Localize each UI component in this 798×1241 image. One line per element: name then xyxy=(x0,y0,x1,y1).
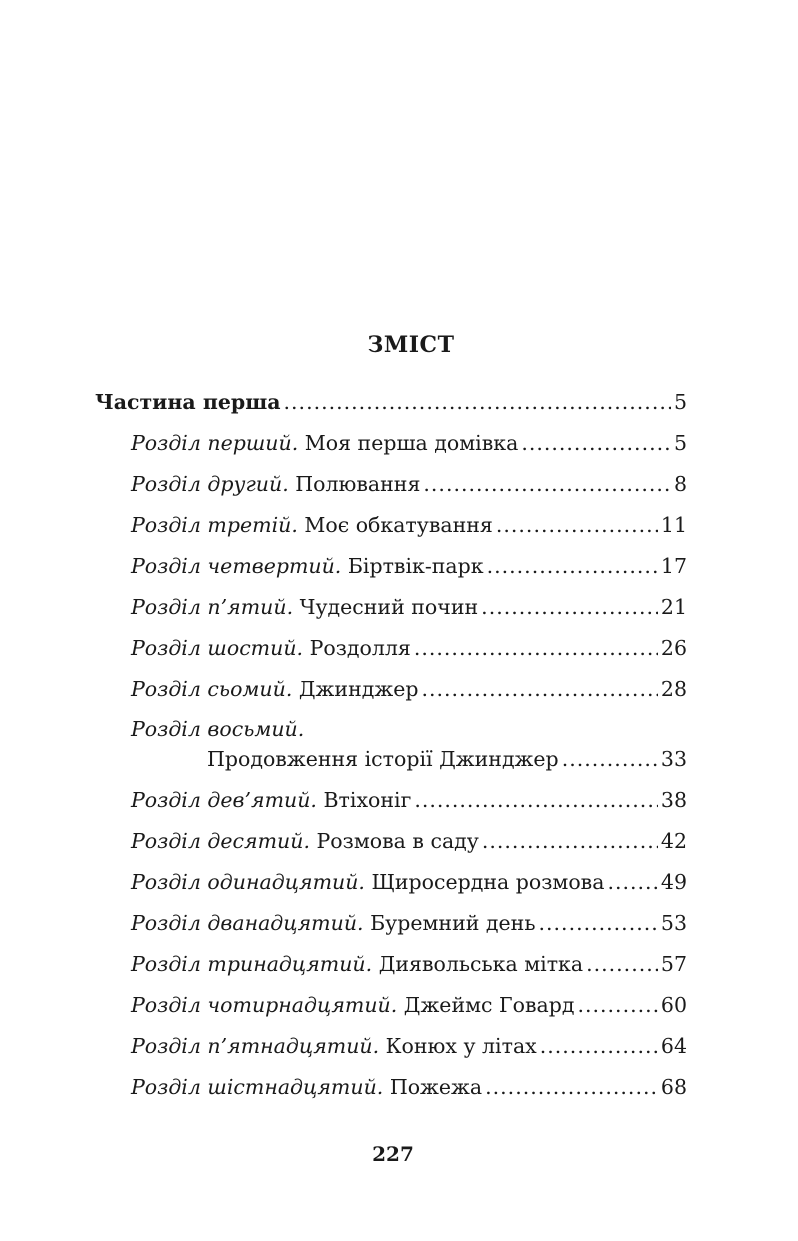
chapter-prefix: Розділ перший. xyxy=(131,431,299,455)
dot-leader xyxy=(607,868,657,896)
dot-leader xyxy=(496,511,658,539)
chapter-prefix: Розділ третій. xyxy=(131,513,298,537)
toc-chapter-entry[interactable] xyxy=(131,991,687,1019)
dot-leader xyxy=(481,593,658,621)
dot-leader xyxy=(539,909,658,937)
toc-chapter-entry[interactable] xyxy=(131,1073,687,1101)
page-number: 5 xyxy=(673,390,687,414)
chapter-title: Конюх у літах xyxy=(385,1034,537,1058)
chapter-prefix: Розділ четвертий. xyxy=(131,554,342,578)
page-number: 68 xyxy=(660,1075,687,1099)
dot-leader xyxy=(521,429,671,457)
page-number: 21 xyxy=(660,595,687,619)
dot-leader xyxy=(423,470,671,498)
toc-chapter-entry[interactable] xyxy=(131,909,687,937)
dot-leader xyxy=(414,634,658,662)
dot-leader xyxy=(421,675,657,703)
toc-chapter-entry[interactable] xyxy=(131,429,687,457)
dot-leader xyxy=(586,950,658,978)
page-number: 28 xyxy=(660,677,687,701)
page-number: 64 xyxy=(660,1034,687,1058)
dot-leader xyxy=(562,745,658,773)
chapter-title: Розмова в саду xyxy=(316,829,479,853)
chapter-title: Моя перша домівка xyxy=(304,431,519,455)
toc-part-entry[interactable] xyxy=(95,388,687,416)
chapter-prefix: Розділ чотирнадцятий. xyxy=(131,993,398,1017)
dot-leader xyxy=(414,786,658,814)
toc-chapter-entry[interactable] xyxy=(131,593,687,621)
chapter-title: Моє обкатування xyxy=(304,513,493,537)
part-title: Частина перша xyxy=(95,390,281,414)
toc-chapter-entry[interactable] xyxy=(131,552,687,580)
chapter-prefix: Розділ сьомий. xyxy=(131,677,293,701)
toc-chapter-entry[interactable] xyxy=(131,1032,687,1060)
chapter-prefix: Розділ десятий. xyxy=(131,829,310,853)
chapter-title: Чудесний почин xyxy=(299,595,479,619)
page-number: 53 xyxy=(660,911,687,935)
toc-chapter-entry[interactable] xyxy=(131,950,687,978)
dot-leader xyxy=(487,552,658,580)
dot-leader xyxy=(482,827,658,855)
page-number: 38 xyxy=(660,788,687,812)
chapter-prefix: Розділ шістнадцятий. xyxy=(131,1075,384,1099)
chapter-title: Буремний день xyxy=(370,911,536,935)
chapter-title: Щиросердна розмова xyxy=(371,870,605,894)
toc-chapter-entry[interactable] xyxy=(207,745,687,773)
page-number: 8 xyxy=(673,472,687,496)
page-number: 49 xyxy=(660,870,687,894)
chapter-prefix: Розділ шостий. xyxy=(131,636,304,660)
page-number: 26 xyxy=(660,636,687,660)
page-folio-number: 227 xyxy=(372,1142,414,1166)
chapter-prefix: Розділ дванадцятий. xyxy=(131,911,364,935)
toc-chapter-entry[interactable] xyxy=(131,868,687,896)
page-number: 60 xyxy=(660,993,687,1017)
chapter-prefix: Розділ п’ятнадцятий. xyxy=(131,1034,380,1058)
chapter-title: Втіхоніг xyxy=(323,788,412,812)
chapter-title: Диявольська мітка xyxy=(378,952,584,976)
chapter-title: Полювання xyxy=(295,472,421,496)
chapter-prefix: Розділ восьмий. xyxy=(131,717,305,741)
toc-chapter-entry[interactable] xyxy=(131,786,687,814)
chapter-title: Роздолля xyxy=(309,636,411,660)
page-number: 42 xyxy=(660,829,687,853)
dot-leader xyxy=(485,1073,658,1101)
page-number: 33 xyxy=(660,747,687,771)
chapter-prefix: Розділ дев’ятий. xyxy=(131,788,317,812)
toc-chapter-entry[interactable] xyxy=(131,634,687,662)
dot-leader xyxy=(577,991,657,1019)
page-number: 5 xyxy=(673,431,687,455)
toc-chapter-entry[interactable] xyxy=(131,511,687,539)
chapter-prefix: Розділ тринадцятий. xyxy=(131,952,373,976)
chapter-title: Пожежа xyxy=(389,1075,483,1099)
page-number: 57 xyxy=(660,952,687,976)
chapter-title: Продовження історії Джинджер xyxy=(207,747,559,771)
toc-chapter-entry[interactable] xyxy=(131,675,687,703)
dot-leader xyxy=(284,388,671,416)
page-number: 17 xyxy=(660,554,687,578)
chapter-title: Джеймс Говард xyxy=(403,993,575,1017)
dot-leader xyxy=(540,1032,658,1060)
chapter-prefix: Розділ п’ятий. xyxy=(131,595,294,619)
toc-chapter-entry[interactable] xyxy=(131,827,687,855)
chapter-title: Біртвік-парк xyxy=(347,554,484,578)
page-title: ЗМІСТ xyxy=(367,332,455,358)
chapter-prefix: Розділ одинадцятий. xyxy=(131,870,365,894)
page-number: 11 xyxy=(660,513,687,537)
chapter-prefix: Розділ другий. xyxy=(131,472,289,496)
toc-chapter-entry[interactable] xyxy=(131,470,687,498)
chapter-title: Джинджер xyxy=(298,677,419,701)
